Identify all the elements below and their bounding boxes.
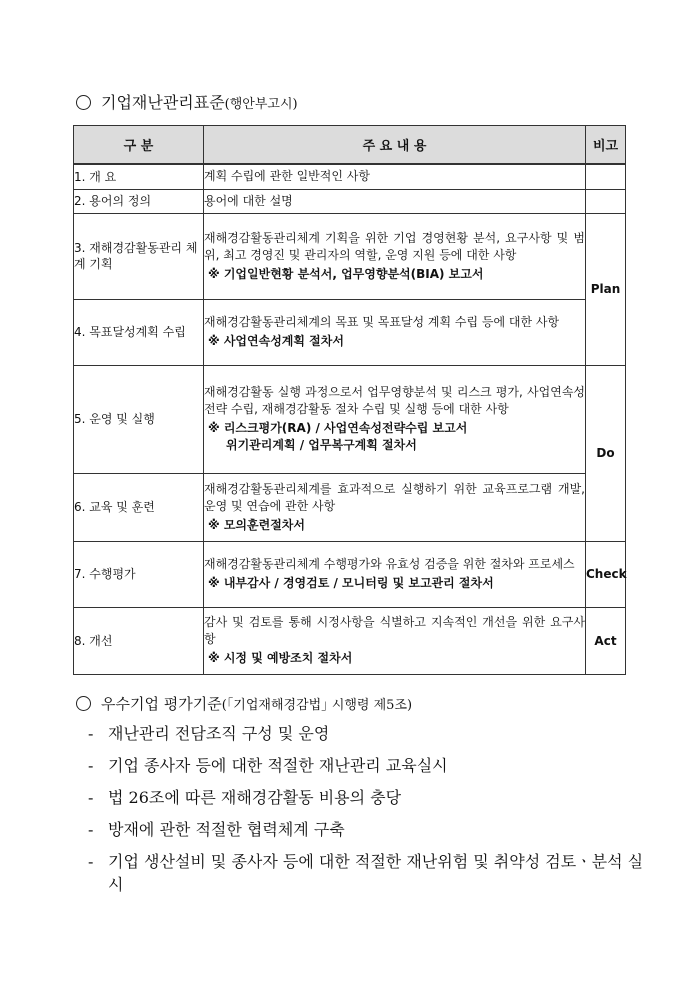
row-label-text: 3. 재해경감활동관리 체계 기획 xyxy=(74,241,198,271)
row-content xyxy=(204,299,586,365)
table-row xyxy=(74,473,626,541)
list-item-text: 방재에 관한 적절한 협력체계 구축 xyxy=(108,820,345,839)
dash-bullet-icon: - xyxy=(88,852,94,871)
remark-do: Do xyxy=(586,365,626,541)
dash-bullet-icon: - xyxy=(88,724,94,743)
remark-check: Check xyxy=(586,541,626,607)
standard-table xyxy=(73,125,626,675)
table-row xyxy=(74,164,626,189)
row-remark xyxy=(586,164,626,189)
row-label: 4. 목표달성계획 수립 xyxy=(74,299,204,365)
row-label: 5. 운영 및 실행 xyxy=(74,365,204,473)
list-item-text: 법 26조에 따른 재해경감활동 비용의 충당 xyxy=(108,788,402,807)
list-item-text: 재난관리 전담조직 구성 및 운영 xyxy=(108,724,330,743)
row-label: 1. 개 요 xyxy=(74,164,204,189)
list-item xyxy=(88,754,648,777)
row-content xyxy=(204,164,586,189)
row-content xyxy=(204,213,586,299)
list-item xyxy=(88,850,648,896)
remark-act: Act xyxy=(586,607,626,674)
table-row xyxy=(74,189,626,213)
row-content xyxy=(204,473,586,541)
table-row xyxy=(74,213,626,299)
section2-heading xyxy=(76,693,412,714)
row-content xyxy=(204,607,586,674)
row-note: ※ 내부감사 / 경영검토 / 모니터링 및 보고관리 절차서 xyxy=(208,576,494,590)
remark-plan: Plan xyxy=(586,213,626,365)
row-content xyxy=(204,541,586,607)
list-item-text: 기업 종사자 등에 대한 적절한 재난관리 교육실시 xyxy=(108,756,448,775)
header-content: 주 요 내 용 xyxy=(204,126,586,165)
row-label: 8. 개선 xyxy=(74,607,204,674)
row-note: ※ 리스크평가(RA) / 사업연속성전략수립 보고서 xyxy=(208,421,468,435)
list-item-text: 기업 생산설비 및 종사자 등에 대한 적절한 재난위험 및 취약성 검토ㆍ분석 실시 xyxy=(108,852,644,894)
section1-title-sub: (행안부고시) xyxy=(224,97,298,112)
row-note: ※ 모의훈련절차서 xyxy=(208,517,305,532)
row-remark xyxy=(586,189,626,213)
table-row xyxy=(74,541,626,607)
table-row xyxy=(74,607,626,674)
list-item xyxy=(88,818,648,841)
list-item xyxy=(88,722,648,745)
row-note: ※ 사업연속성계획 절차서 xyxy=(208,334,344,348)
table-row xyxy=(74,299,626,365)
row-content xyxy=(204,189,586,213)
section1-title: 기업재난관리표준 xyxy=(101,93,225,112)
section1-heading xyxy=(76,90,298,113)
circle-bullet-icon xyxy=(76,696,91,711)
row-label: 6. 교육 및 훈련 xyxy=(74,473,204,541)
row-label: 2. 용어의 정의 xyxy=(74,189,204,213)
dash-bullet-icon: - xyxy=(88,756,94,775)
row-note: ※ 기업일반현황 분석서, 업무영향분석(BIA) 보고서 xyxy=(208,266,484,281)
table-header-row xyxy=(74,126,626,165)
circle-bullet-icon xyxy=(76,95,91,110)
row-content-text: 용어에 대한 설명 xyxy=(204,193,293,208)
dash-bullet-icon: - xyxy=(88,788,94,807)
row-content-text: 재해경감활동 실행 과정으로서 업무영향분석 및 리스크 평가, 사업연속성 전략 수립, 재해경감활동 절차 수립 및 실행 등에 대한 사항 xyxy=(204,385,585,416)
criteria-list xyxy=(88,722,648,905)
row-content-text: 감사 및 검토를 통해 시정사항을 식별하고 지속적인 개선을 위한 요구사항 xyxy=(204,615,585,646)
row-content-text: 재해경감활동관리체계 기획을 위한 기업 경영현황 분석, 요구사항 및 범위, 최고 경영진 및 관리자의 역할, 운영 지원 등에 대한 사항 xyxy=(204,230,585,262)
header-category: 구 분 xyxy=(74,126,204,165)
row-label: 7. 수행평가 xyxy=(74,541,204,607)
row-content-text: 재해경감활동관리체계를 효과적으로 실행하기 위한 교육프로그램 개발, 운영 및 연습에 관한 사항 xyxy=(204,481,585,513)
row-note: ※ 시정 및 예방조치 절차서 xyxy=(208,651,353,665)
row-content-text: 재해경감활동관리체계의 목표 및 목표달성 계획 수립 등에 대한 사항 xyxy=(204,315,560,329)
row-content xyxy=(204,365,586,473)
row-label xyxy=(74,213,204,299)
dash-bullet-icon: - xyxy=(88,820,94,839)
row-note: 위기관리계획 / 업무복구계획 절차서 xyxy=(226,438,417,452)
list-item xyxy=(88,786,648,809)
header-remark: 비고 xyxy=(586,126,626,165)
section2-title-sub: (｢기업재해경감법｣ 시행령 제5조) xyxy=(221,698,413,713)
section2-title: 우수기업 평가기준 xyxy=(101,695,222,713)
table-row xyxy=(74,365,626,473)
row-content-text: 계획 수립에 관한 일반적인 사항 xyxy=(204,169,370,184)
row-content-text: 재해경감활동관리체계 수행평가와 유효성 검증을 위한 절차와 프로세스 xyxy=(204,557,575,571)
